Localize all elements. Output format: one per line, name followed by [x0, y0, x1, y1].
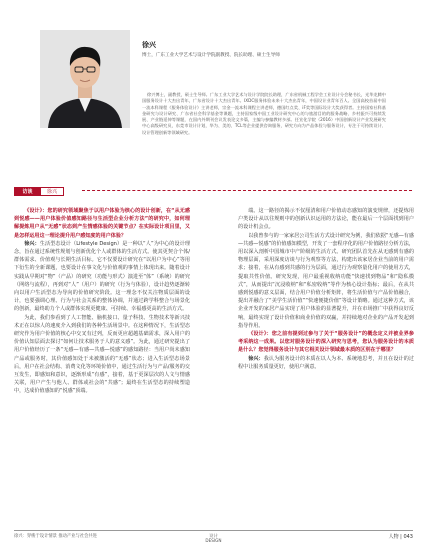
paragraph-text: 以我曾参与的一家家居公司生活方式设计研究为例，我们依据“无感—有感—共感—悦感”的价值感知模型，开发了一套程序化的用户价值路径分析方法，用以深入剖析中国城市中产阶级的生活方式。研究团队首先在从无感到有感的物理层面，采用深度访谈与行为观察等方法，构建出该家居企业当前的用户需求；接着，在从有感到共感的行为层面，通过行为观察量化用户的使用方式，提取共性价值。研究发现，用户最重视收纳功能“快速找到物品”和“隐私模式”，从而提出“沉浸收纳”和“私密收纳”等作为核心设计指标；最后，在从共感到悦感的意义层面，结合用户价值分析矩阵，将生活价值与产品价值融合，提出并融合了“美学生活价值”“快速便捷价值”等设计策略。通过这种方式，该企业开发的家居产品实现了用户体验的显著提升，并在市场推广中获得良好反响，最终实现了设计价值和商业价值的双赢，并持续地对企业的产品开发起到指导作用。: [238, 232, 414, 329]
author-name: 徐兴: [142, 41, 156, 49]
paragraph-text: 您的研究领域聚焦于以用户体验为核心的设计创新，在“从无感到悦感——用户体验价值感知路径与生活型企业分析方法”的研究中，如何理解提炼用户从“无感”状态到产生情感体验的关键节点？在实际设计项目里，又是怎样运用这一理论提升用户感知度的用户体验？: [14, 208, 190, 239]
speaker-label: 徐兴：: [248, 355, 264, 362]
footer-divider: [14, 530, 413, 531]
footer-page-number: 人物 | 043: [388, 534, 413, 540]
footer-article-title: 徐兴：穿梭于设计情景 推动产业与社会共进: [14, 534, 98, 539]
footer-logo-en: DESIGN: [205, 538, 222, 543]
answer-paragraph: [14, 314, 190, 396]
section-tag-label: 访谈: [14, 187, 41, 196]
answer-paragraph: [238, 207, 414, 232]
author-photo: [40, 30, 130, 128]
paragraph-text: 生活型态设计（Lifestyle Design）是一种以“人”为中心的设计理念，旨在通过系统性规划与创新优化个人或群体的生活方式。使其更契合个体/群体需求、价值观与长期生活目标。它不仅要设计研究在“以用户为中心”等用下衍生的全新课题，也要设计在事文化与价值观的事情上体现出来。随着设计实践从早期对“物”（产品）的研究（功能与形式）演进至“体”（系统）的研究（网络与流程），再到对“人”（用户）的研究（行为与体验），设计趋势逐渐转向以用户生活型态为导向的价值研究阶段。这一理念不仅关注物质层面的设计，也要强调心理、行为与社会关系的整体协调，并通过跨学科整合与场景化的创新，最终助力个人或群体实现更健康、可持续、幸福感更高的生活方式。: [14, 240, 190, 313]
answer-paragraph: [238, 232, 414, 330]
footer-magazine-logo: [0, 533, 427, 543]
section-tag: [14, 186, 64, 196]
section-divider: [82, 190, 412, 191]
speaker-label: 徐兴：: [24, 240, 40, 247]
speaker-label: 《设计》：: [248, 331, 272, 338]
question-paragraph: [14, 207, 190, 240]
paragraph-text: 为此，我们参看到了人工智能、脑机接口、量子科技、生物技术等新兴技术正在以惊人的速度介入到我们的各种生活场景中。在这种情况下，生活型态研究作为用户价值的核心中交叉有过列，反而更应超越基础需求，深入用户的价值认知层面去探讨“如何让技术服务于人的意义感”。为此，通过研究提出了用户价值经历了一条“无感—有感—共感—悦感”的感知路径：当用户尚未感知产品或服务时，其价值感知处于未被激活的“无感”状态；进入生活型态场景后，用户在社会结构、消费文化等环境价值中，通过生活行为与产品/服务的交互发生，即感知和意识，逐渐形成“有感”，接着，基于更深层次的人文与情感关联，用户产生与他人、群体或社会的“共感”；最终在生活型态的持续塑造中，达成价值感知的“悦感”顶端。: [14, 314, 190, 395]
article-column-left: [14, 207, 190, 396]
section-tag-person: 徐兴: [41, 187, 64, 196]
paragraph-text: 端。这一路径的揭示不仅厘清和用户价值动态感知的演变规律，还提炼用户类设计从以往规则中的创新认识运用的方法论，能在最后一个层面找到用户的设计机会点。: [238, 208, 414, 231]
paragraph-text: 您之前有提到过参与了关于“服务设计”的概念定义并被业界参考采纳这一成果。以您对服务设计的深入研究与思考，您认为服务设计的本质是什么？您觉得服务设计与其它相关设计领域最本质的区别在于哪里？: [238, 331, 415, 354]
answer-paragraph: [238, 355, 414, 371]
answer-paragraph: [14, 240, 190, 314]
speaker-label: 《设计》：: [24, 208, 48, 214]
article-column-right: [238, 207, 414, 371]
question-paragraph: [238, 330, 414, 355]
author-title: 博士，广东工业大学艺术与设计学院副教授、院长助理、硕士生导师: [142, 53, 280, 58]
paragraph-text: 我认为服务设计的本质在以人为本、系统地思考，并且在设计的过程中让服务质量更好，使用户满意。: [238, 355, 414, 370]
footer-logo-cn: 设计: [209, 533, 218, 538]
author-bio: 徐兴博士，副教授，硕士生导师。广东工业大学艺术与设计学院院长助理，广东省机械工程学会工业设计分会秘书长，光华龙腾中国服务设计十大杰出青年，广东省设计十大杰出青年。IXDC服务体验未来十大杰出青年，中国设计业青年百人。全国高校首届中国一流本科课程《服务体验设计》主讲老师，宗金一流本科课程主讲老师，德国红点奖、iF奖等国际设计大奖获得者。主持国家社科基金研究与设计研究、广东省社会科学基金等课题，主持国家级中国工业设计研究中心的与旅游目的的服务战略、乡村振兴可持续发展、产业链延伸等课题，在国内外期刊会议发表论文多篇，主编与参编教材多部。任宣化学院（2016）中国创新设计产业发展研究中心高级研究员，东莞市设计计划，华为、美的、TCL等企业提供咨询服务，研究方向为产品体验与服务设计，专注于可持续设计、设计管理创新等领域研究。: [142, 92, 386, 135]
